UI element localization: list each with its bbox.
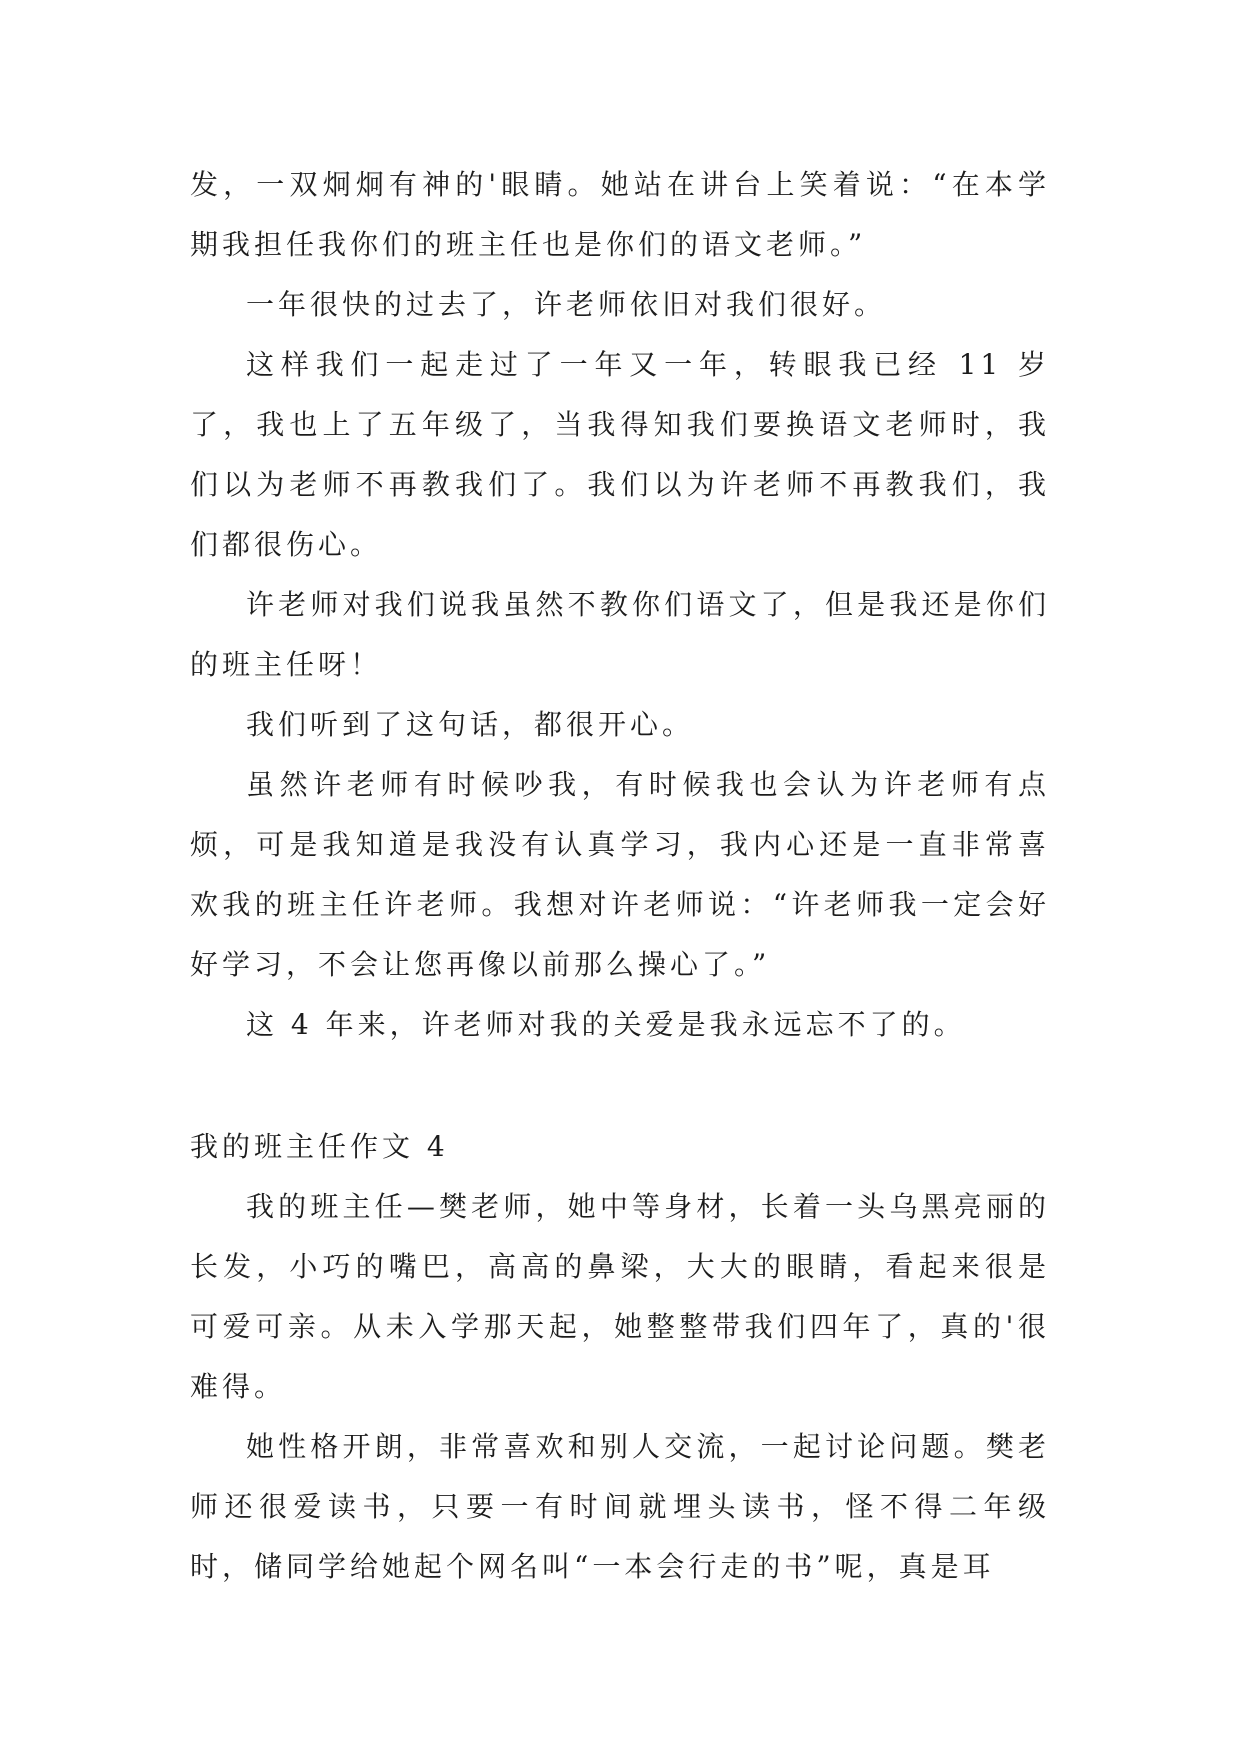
paragraph: 虽然许老师有时候吵我，有时候我也会认为许老师有点烦，可是我知道是我没有认真学习，我内心还是一直非常喜欢我的班主任许老师。我想对许老师说：“许老师我一定会好好学习，不会让您再像以前那么操心了。”	[190, 768, 1050, 981]
paragraph-continued: 发，一双炯炯有神的'眼睛。她站在讲台上笑着说：“在本学期我担任我你们的班主任也是你们的语文老师。”	[190, 168, 1050, 261]
paragraph: 这样我们一起走过了一年又一年，转眼我已经 11 岁了，我也上了五年级了，当我得知我们要换语文老师时，我们以为老师不再教我们了。我们以为许老师不再教我们，我们都很伤心。	[190, 348, 1050, 561]
document-body	[190, 155, 1050, 1597]
section-title: 我的班主任作文 4	[190, 1130, 449, 1163]
paragraph: 我们听到了这句话，都很开心。	[246, 708, 695, 741]
paragraph: 一年很快的过去了，许老师依旧对我们很好。	[246, 288, 887, 321]
paragraph: 我的班主任—樊老师，她中等身材，长着一头乌黑亮丽的长发，小巧的嘴巴，高高的鼻梁，大大的眼睛，看起来很是可爱可亲。从未入学那天起，她整整带我们四年了，真的'很难得。	[190, 1190, 1050, 1403]
paragraph: 许老师对我们说我虽然不教你们语文了，但是我还是你们的班主任呀！	[190, 588, 1050, 681]
paragraph: 她性格开朗，非常喜欢和别人交流，一起讨论问题。樊老师还很爱读书，只要一有时间就埋头读书，怪不得二年级时，储同学给她起个网名叫“一本会行走的书”呢，真是耳	[190, 1430, 1050, 1583]
paragraph: 这 4 年来，许老师对我的关爱是我永远忘不了的。	[246, 1008, 966, 1041]
